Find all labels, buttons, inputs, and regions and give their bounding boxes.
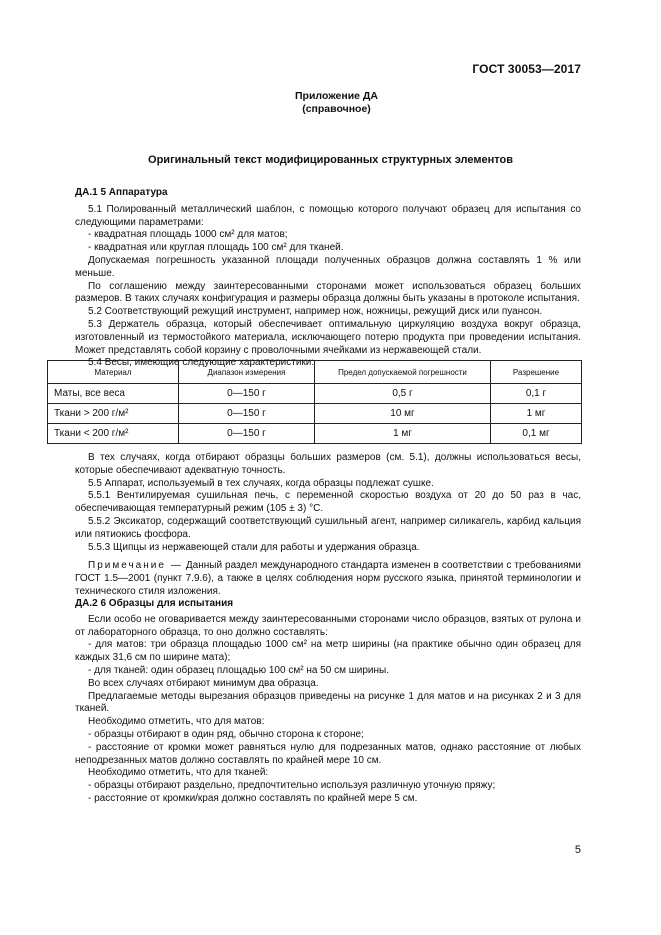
table-cell: 0—150 г (179, 424, 315, 444)
list-item: - для тканей: один образец площадью 100 см² на 50 см ширины. (88, 664, 389, 676)
paragraph: Во всех случаях отбирают минимум два образца. (88, 677, 319, 689)
paragraph: Допускаемая погрешность указанной площади полученных образцов должна составлять 1 % или меньше. (75, 254, 581, 279)
paragraph: 5.5 Аппарат, используемый в тех случаях, когда образцы подлежат сушке. (88, 477, 434, 489)
table-cell: Ткани < 200 г/м² (48, 424, 179, 444)
paragraph: Необходимо отметить, что для тканей: (88, 767, 269, 779)
table-row (48, 424, 582, 444)
list-item: - расстояние от кромки/края должно составлять по крайней мере 5 см. (88, 792, 418, 804)
list-item: - образцы отбирают раздельно, предпочтительно используя различную уточную пряжу; (88, 780, 496, 792)
paragraph: Предлагаемые методы вырезания образцов приведены на рисунке 1 для матов и на рисунках 2 и 3 для тканей. (75, 690, 581, 715)
list-item: - квадратная площадь 1000 см² для матов; (88, 229, 288, 241)
column-header: Предел допускаемой погрешности (315, 361, 491, 384)
column-header: Разрешение (491, 361, 582, 384)
annex-subtitle: (справочное) (302, 103, 371, 115)
note-text: Данный раздел международного стандарта изменен в соответствии с требованиями ГОСТ 1.5—2001 (пункт 7.9.6), а также в целях соблюдения норм русского языка, принятой терминологии и технического стиля изложения. (75, 560, 581, 597)
table-row (48, 384, 582, 404)
list-item: - образцы отбирают в один ряд, обычно сторона к стороне; (88, 728, 364, 740)
section-1-heading: ДА.1 5 Аппаратура (75, 187, 168, 198)
section-1 (75, 187, 581, 370)
table-cell: 0,1 мг (491, 424, 582, 444)
table-cell: 1 мг (491, 404, 582, 424)
standard-number: ГОСТ 30053—2017 (472, 62, 581, 76)
paragraph: 5.1 Полированный металлический шаблон, с помощью которого получают образец для испытания со следующими параметрами: (75, 203, 581, 228)
scales-spec-table (47, 360, 582, 444)
note (75, 560, 581, 598)
paragraph: Необходимо отметить, что для матов: (88, 716, 265, 728)
annex-heading (0, 90, 661, 116)
table-cell: 10 мг (315, 404, 491, 424)
section-2-heading: ДА.2 6 Образцы для испытания (75, 598, 234, 609)
paragraph: 5.5.1 Вентилируемая сушильная печь, с переменной скоростью воздуха от 20 до 50 раз в час, обеспечивающая температурный режим (105 ± 3) °С. (75, 490, 581, 515)
paragraph: 5.4 Весы, имеющие следующие характеристики: (88, 357, 315, 369)
paragraph: По соглашению между заинтересованными сторонами может использоваться образец больших размеров. В таких случаях конфигурация и размеры образца должны быть указаны в протоколе испытания. (75, 280, 581, 305)
note-label: Примечание — (88, 560, 183, 572)
list-item: - квадратная или круглая площадь 100 см² для тканей. (88, 242, 344, 254)
annex-title: Приложение ДА (295, 90, 378, 102)
column-header: Диапазон измерения (179, 361, 315, 384)
paragraph: 5.5.3 Щипцы из нержавеющей стали для работы и удержания образца. (88, 541, 420, 553)
table-cell: 0—150 г (179, 404, 315, 424)
section-1-continued (75, 452, 581, 599)
page-number: 5 (574, 844, 581, 856)
table-row (48, 404, 582, 424)
table-cell: Ткани > 200 г/м² (48, 404, 179, 424)
table-cell: 0,5 г (315, 384, 491, 404)
paragraph: Если особо не оговаривается между заинтересованными сторонами число образцов, взятых от рулона и от лабораторного образца, то оно должно составлять: (75, 613, 581, 638)
main-title: Оригинальный текст модифицированных структурных элементов (148, 154, 513, 166)
list-item: - расстояние от кромки может равняться нулю для подрезанных матов, однако расстояние от любых неподрезанных матов должно составлять по крайней мере 10 см. (75, 741, 581, 766)
column-header: Материал (48, 361, 179, 384)
table-header-row (48, 361, 582, 384)
paragraph: 5.3 Держатель образца, который обеспечивает оптимальную циркуляцию воздуха вокруг образца, изготовленный из термостойкого материала, исключающего потерю продукта при проведении испытания. Может представлять собой корзину с проволочными ячейками из нержавеющей стали. (75, 318, 581, 356)
paragraph: В тех случаях, когда отбирают образцы больших размеров (см. 5.1), должны использоваться весы, которые обеспечивают адекватную точность. (75, 452, 581, 476)
paragraph: 5.5.2 Эксикатор, содержащий соответствующий сушильный агент, например силикагель, карбид кальция или пятиокись фосфора. (75, 515, 581, 540)
table-cell: 0,1 г (491, 384, 582, 404)
paragraph: 5.2 Соответствующий режущий инструмент, например нож, ножницы, режущий диск или пуансон. (88, 306, 543, 318)
section-2 (75, 598, 581, 806)
table-cell: 0—150 г (179, 384, 315, 404)
list-item: - для матов: три образца площадью 1000 см² на метр ширины (на практике обычно один образец для каждых 31,6 см по ширине мата); (75, 639, 581, 664)
table-cell: 1 мг (315, 424, 491, 444)
table-cell: Маты, все веса (48, 384, 179, 404)
